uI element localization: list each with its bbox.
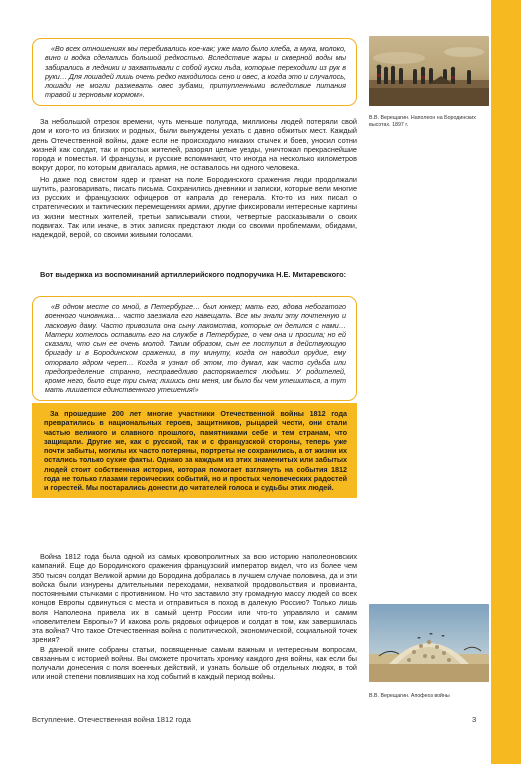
- quote-box-mitarevsky: «В одном месте со мной, в Петербурге… был юнкер; мать его, вдова небогатого военного чиновника… часто заезжала его навещать. Все мы знали эту почтенную и ласковую даму. Часто привозила она сыну лакомства, которые он делился с нами… Матери хотелось оставить его на службе в Петербурге, о чем она и просила; но ей сказали, что сын ее очень молод. Таким образом, сын ее поступил в действующую бригаду и в Бородинском сражении, в ту минуту, когда он наводил орудие, ему оторвало ядром череп… Когда я узнал об этом, то думал, как часто судьба или предопределение странно, несправедливо распоряжается людьми. У родителей, кроме него, было еще три сына; лишись они меня, им было бы чем утешиться, а тут мать лишается единственного утешения!»: [32, 296, 357, 401]
- quote-box-hardships: «Во всех отношениях мы перебивались кое-как; уже мало было хлеба, а мука, молоко, вино и водка сделались большой редкостью. Вследствие жары и скверной воды мы забирались в ледники и захватывали с собой куски льда, которые переходили из рук в руки… Для лошадей лишь очень редко находилось сено и овес, а когда это и случалось, лошади не могли разжевать овес зубами, притупленными вследствие питания травой и зерновым кормом».: [32, 38, 357, 106]
- section-heading-memoir: Вот выдержка из воспоминаний артиллерийского подпоручика Н.Е. Митаревского:: [40, 270, 347, 279]
- body-section-2: [32, 552, 357, 682]
- painting-napoleon-borodino: [369, 36, 489, 106]
- body-section-1: [32, 117, 357, 239]
- paragraph-book-contents: В данной книге собраны статьи, посвященные самым важным и интересным вопросам, связанным с историей войны. Вы сможете прочитать хронику каждого дня войны, как если бы получали донесения с поля военных действий, и узнать больше об отдельных людях, в той или иной степени повлиявших на ход событий в каждый период войны.: [32, 644, 357, 682]
- paragraph-losses: За небольшой отрезок времени, чуть меньше полугода, миллионы людей потеряли свой дом и кого-то из близких и родных, были вынуждены уехать с давно обжитых мест. Каждый день Отечественной войны, даже если не происходило никаких стычек и боев, уносил сотни жизней как солдат, так и простых жителей, разорял целые уезды, уничтожал прекраснейшие города и поместья. И французы, и русские вспоминают, что иногда на несколько километров вокруг дорог, по которым двигалась армия, не оставалось ни одного человека.: [32, 117, 357, 173]
- paragraph-bloodiest-war: Война 1812 года была одной из самых кровопролитных за всю историю наполеоновских кампаний. Еще до Бородинского сражения французский император видел, что из более чем 350 тысяч солдат Великой армии до Бородина добралась в лучшем случае половина, да и эти войска были изнурены длительными переходами, нехваткой продовольствия и провианта, постоянными стычками с противником. Но что заставило эту громадную массу людей со всех концов Европы сдвинуться с места и отправиться в поход в далекую Россию? Только лишь воля Наполеона привела их в самый центр России или что-то управляло и самим «повелителем Европы»? И какова роль рядовых офицеров и солдат в том, как завершилась эта война? Что такое Отечественная война с политической, экономической, социальной точек зрения?: [32, 552, 357, 645]
- paragraph-diaries: Но даже под свистом ядер и гранат на поле Бородинского сражения люди продолжали шутить, разговаривать, писать письма. Сохранились дневники и записки, которые вели многие из русских и французских офицеров от капрала до генерала. Кто-то из них писал о стратегических и тактических перемещениях армии, другие фиксировали интересные картины из жизни местных жителей, третьи записывали стихи, четвертые рассказывали о своих подвигах. Так или иначе, в этих записях предстают люди со своими проблемами, обидами, надеждой, верой, со своими живыми голосами.: [32, 174, 357, 239]
- caption-napoleon-borodino: В.В. Верещагин. Наполеон на Бородинских высотах. 1897 г.: [369, 115, 476, 129]
- page-number: 3: [472, 715, 477, 724]
- caption-apotheosis-of-war: В.В. Верещагин. Апофеоз войны: [369, 693, 450, 700]
- highlight-box-heroes: За прошедшие 200 лет многие участники Отечественной войны 1812 года превратились в национальных героев, защитников, рыцарей чести, они стали частью великого и славного прошлого, памятниками себе и тем странам, что защищали. Другие же, как с русской, так и с французской стороны, теперь уже почти забыты, могилы их часто потеряны, портреты не сохранились, а от жизни их остались только сухие факты. Однако за каждым из этих знаменитых или забытых людей стоит собственная история, которая помогает взглянуть на события 1812 года не только глазами героических событий, но и простых человеческих радостей и горестей. Мы постарались донести до читателей голоса и судьбы этих людей.: [32, 403, 357, 498]
- painting-apotheosis-of-war: [369, 604, 489, 682]
- painting-apotheosis-of-war-image: [369, 604, 489, 682]
- painting-napoleon-borodino-image: [369, 36, 489, 106]
- page-edge-accent-stripe: [491, 0, 521, 764]
- footer-section-title: Вступление. Отечественная война 1812 года: [32, 715, 191, 724]
